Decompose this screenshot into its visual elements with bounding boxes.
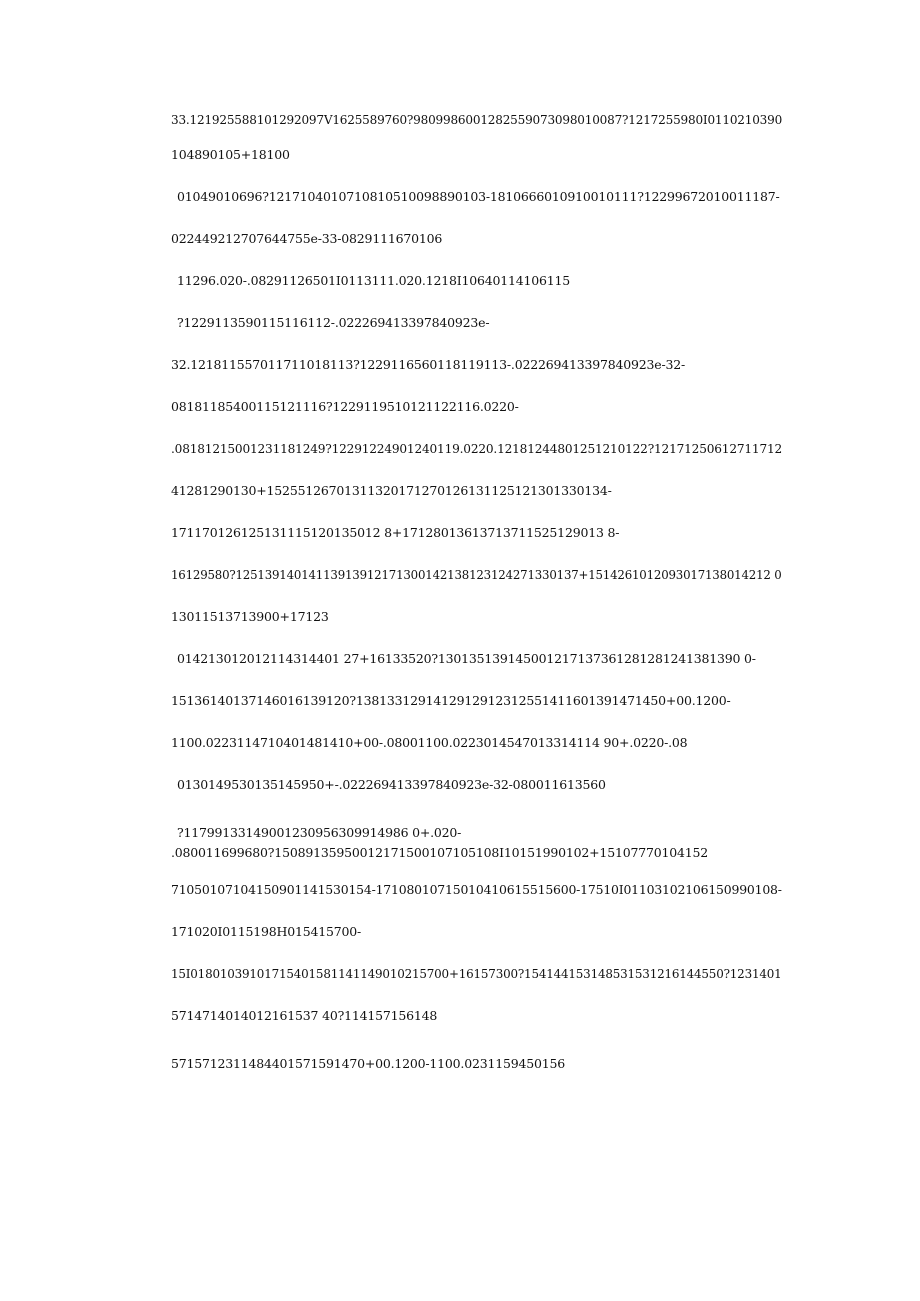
text-line-5: 11296.020-.08291126501I0113111.020.1218I10640114106115 [177, 273, 570, 288]
text-line-22: 15I01801039101715401581141149010215700+16157300?1541441531485315312161445​50?1231401 [171, 966, 782, 981]
text-line-3: 0104901069​6?121710401071081051009889010​3-18106660109100101​11?12299672010011187- [177, 189, 780, 204]
text-line-7: 32.1218115570117110181​13?12291165601181191​13-.022269413397840923e-32- [171, 357, 685, 372]
text-line-13: 13011513713900+17123 [171, 609, 329, 624]
text-line-10: 41281290130+15255126701311320171270126131125121301330134- [171, 483, 612, 498]
text-line-24: 5715712311484401571591470+00.1200-1100.0231159450156 [171, 1056, 565, 1071]
text-line-16: 1100.0223114710401481410+00-.08001100.0223014547013314114 90+.0220-.08 [171, 735, 688, 750]
text-line-1: 33.12192558810129209​7V1625589760?98099860012825590730980100​87?1217255980I0110210390 [171, 112, 783, 127]
text-line-21: 171020I0115198H015415700- [171, 924, 362, 939]
text-line-2: 104890105+18100 [171, 147, 290, 162]
text-line-23: 5714714014012161537 40?114157156148 [171, 1008, 438, 1023]
text-line-15: 15136140137146016139120?1381331291412912912312551411601391471450+00.1200- [171, 693, 731, 708]
text-line-17: 0130149530135145950+-.022269413397840923e-32-080011613560 [177, 777, 606, 792]
text-line-8: 0818118540011512111​6?1229119510121122116.0220- [171, 399, 519, 414]
text-line-14: 014213012012114314401 27+16133520?130135139145001217137361281281241381390 0- [177, 651, 756, 666]
text-line-11: 171170126125131115120135012 8+17128013613713711525129013 8- [171, 525, 620, 540]
text-line-19: .080011699680?15089135950012171500107105108I10151990102+15107770104152 [171, 845, 708, 860]
text-line-9: .0818121500123118124​9?12291224901240119.0220.12181244801251210122?12171250612711712 [171, 441, 783, 456]
text-line-20: 71050107104150901141530154-17108010715010410615515600-17510I01103102106150990108- [171, 882, 782, 897]
text-line-12: 16129580?12513914014113913912171300142138123124271330137+1514261012093017138014212 0 [171, 567, 782, 582]
text-line-6: ?1229113590115116112-.022269413397840923e- [177, 315, 490, 330]
text-line-18: ?11799133149001230956309914986 0+.020- [177, 825, 462, 840]
text-line-4: 022449212707644755e-33-0829111670106 [171, 231, 443, 246]
